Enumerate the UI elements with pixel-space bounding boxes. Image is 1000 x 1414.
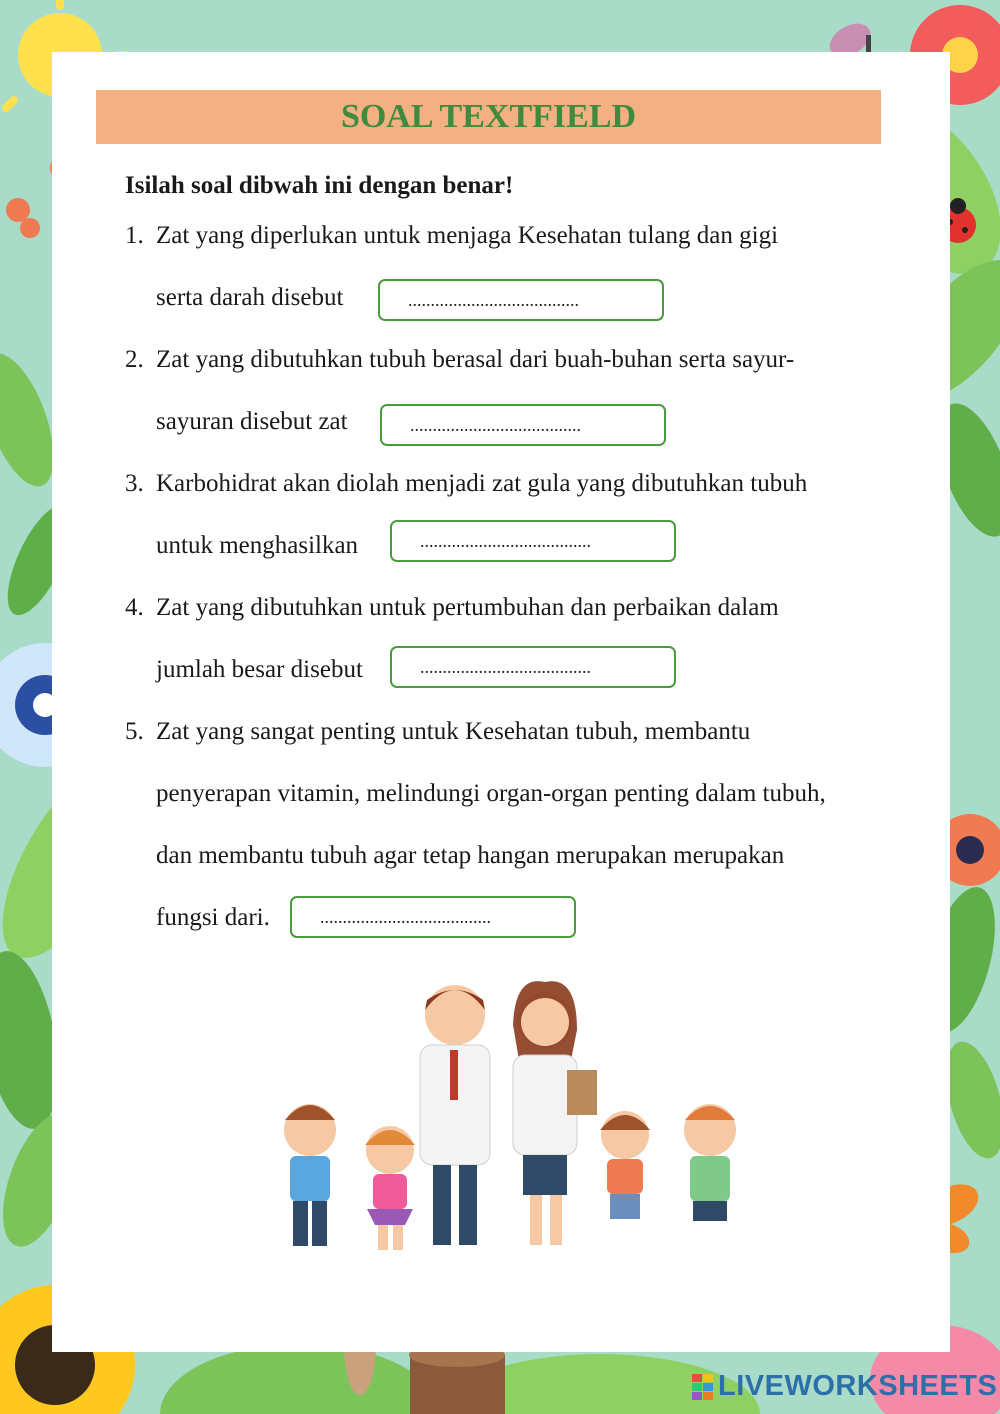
answer-input-5[interactable]	[290, 896, 576, 938]
child-figure	[684, 1104, 736, 1221]
question-4-line-2: jumlah besar disebut	[156, 656, 363, 683]
answer-input-2[interactable]	[380, 404, 666, 446]
question-3-line-1: Karbohidrat akan diolah menjadi zat gula yang dibutuhkan tubuh	[156, 470, 808, 497]
question-4-line-1: Zat yang dibutuhkan untuk pertumbuhan dan perbaikan dalam	[156, 594, 779, 621]
doctor-female-figure	[513, 981, 597, 1245]
question-1-number: 1.	[125, 222, 144, 249]
question-2-line-1: Zat yang dibutuhkan tubuh berasal dari buah-buhan serta sayur-	[156, 346, 795, 373]
question-4-number: 4.	[125, 594, 144, 621]
question-1-line-1: Zat yang diperlukan untuk menjaga Kesehatan tulang dan gigi	[156, 222, 779, 249]
answer-input-4[interactable]	[390, 646, 676, 688]
doctors-children-illustration	[255, 970, 775, 1270]
answer-input-3[interactable]	[390, 520, 676, 562]
child-figure	[600, 1111, 650, 1219]
liveworksheets-logo-icon	[692, 1372, 714, 1402]
question-2-number: 2.	[125, 346, 144, 373]
question-2-line-2: sayuran disebut zat	[156, 408, 348, 435]
page-title: SOAL TEXTFIELD	[340, 98, 637, 135]
answer-input-1[interactable]	[378, 279, 664, 321]
child-figure	[365, 1126, 415, 1250]
child-figure	[284, 1104, 336, 1246]
liveworksheets-watermark	[692, 1370, 997, 1403]
question-5-number: 5.	[125, 718, 144, 745]
title-banner	[96, 90, 881, 144]
question-5-line-2: penyerapan vitamin, melindungi organ-organ penting dalam tubuh,	[156, 780, 826, 807]
watermark-text: LIVEWORKSHEETS	[718, 1370, 998, 1402]
instruction-text: Isilah soal dibwah ini dengan benar!	[125, 172, 514, 199]
question-5-line-4: fungsi dari.	[156, 904, 270, 931]
doctor-male-figure	[420, 985, 490, 1245]
question-3-number: 3.	[125, 470, 144, 497]
question-1-line-2: serta darah disebut	[156, 284, 344, 311]
question-3-line-2: untuk menghasilkan	[156, 532, 359, 559]
question-5-line-1: Zat yang sangat penting untuk Kesehatan tubuh, membantu	[156, 718, 751, 745]
question-5-line-3: dan membantu tubuh agar tetap hangan merupakan merupakan	[156, 842, 785, 869]
